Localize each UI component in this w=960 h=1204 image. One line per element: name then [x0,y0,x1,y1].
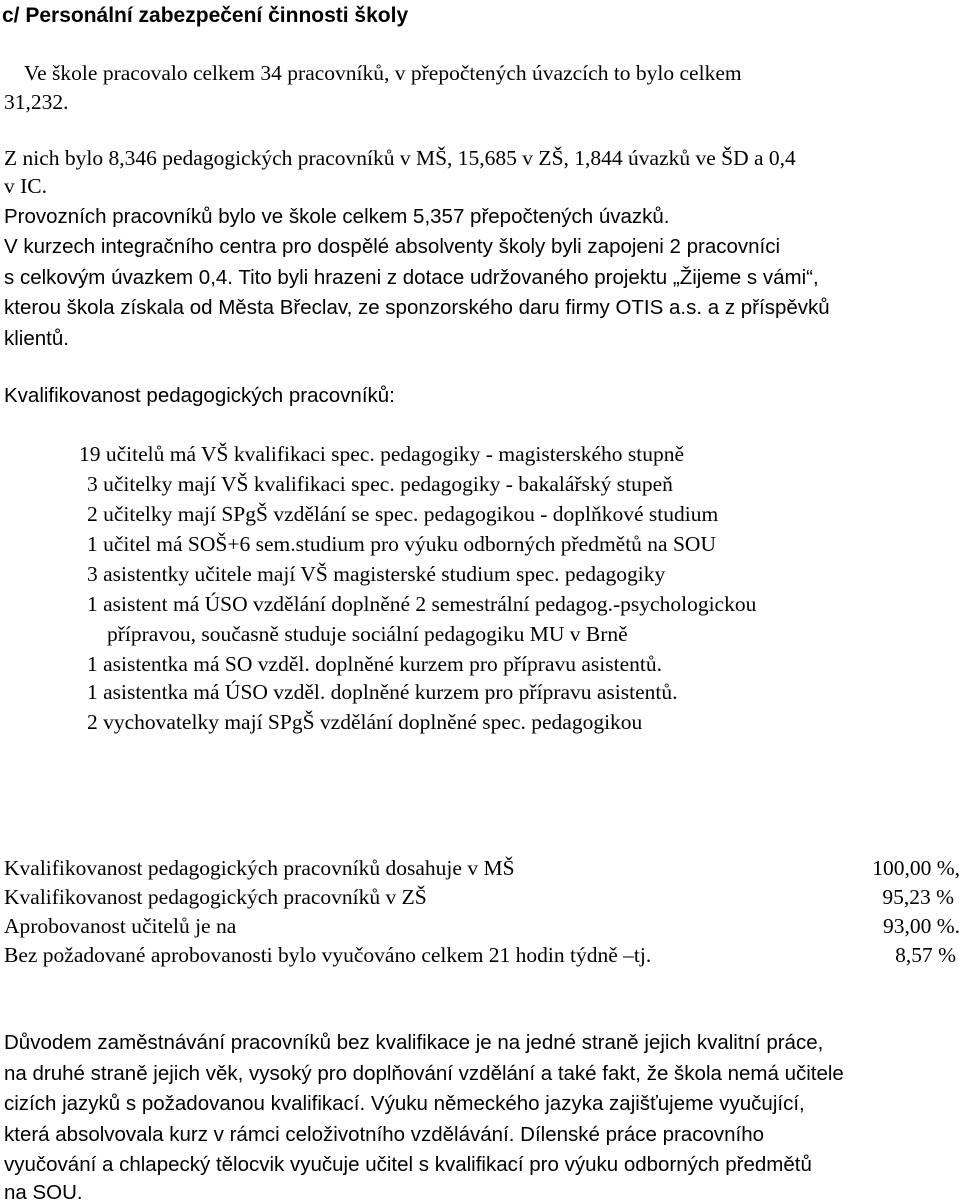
list-item: 2 učitelky mají SPgŠ vzdělání se spec. pedagogikou - doplňkové studium [87,502,719,526]
list-item: 1 učitel má SOŠ+6 sem.studium pro výuku odborných předmětů na SOU [87,532,716,556]
intro-line: V kurzech integračního centra pro dospělé absolventy školy byli zapojeni 2 pracovníci [4,235,781,258]
list-item: 3 učitelky mají VŠ kvalifikaci spec. pedagogiky - bakalářský stupeň [87,472,673,496]
qualification-heading: Kvalifikovanost pedagogických pracovníků: [4,384,395,407]
list-item: přípravou, současně studuje sociální pedagogiku MU v Brně [107,622,628,646]
section-heading: c/ Personální zabezpečení činnosti školy [2,4,409,27]
list-item: 1 asistent má ÚSO vzdělání doplněné 2 semestrální pedagog.-psychologickou [87,592,757,616]
list-item: 1 asistentka má ÚSO vzděl. doplněné kurzem pro přípravu asistentů. [87,680,678,704]
intro-line: klientů. [4,327,69,350]
stat-label: Aprobovanost učitelů je na [4,914,237,938]
reason-line: vyučování a chlapecký tělocvik vyučuje učitel s kvalifikací pro výuku odborných předmětů [4,1153,812,1176]
reason-line: na SOU. [4,1181,83,1204]
list-item: 3 asistentky učitele mají VŠ magisterské studium spec. pedagogiky [87,562,666,586]
reason-line: cizích jazyků s požadovanou kvalifikací. Výuku německého jazyka zajišťujeme vyučující, [4,1092,805,1115]
intro-line: Provozních pracovníků bylo ve škole celkem 5,357 přepočtených úvazků. [4,205,670,228]
list-item: 1 asistentka má SO vzděl. doplněné kurzem pro přípravu asistentů. [87,652,662,676]
stat-value: 100,00 %, [872,856,960,880]
reason-line: Důvodem zaměstnávání pracovníků bez kvalifikace je na jedné straně jejich kvalitní práce, [4,1031,824,1054]
intro-line: Z nich bylo 8,346 pedagogických pracovníků v MŠ, 15,685 v ZŠ, 1,844 úvazků ve ŠD a 0,4 [4,146,796,170]
intro-line: kterou škola získala od Města Břeclav, ze sponzorského daru firmy OTIS a.s. a z příspěvků [4,296,830,319]
stat-value: 8,57 % [895,943,956,967]
stat-label: Kvalifikovanost pedagogických pracovníků dosahuje v MŠ [4,856,515,880]
reason-line: na druhé straně jejich věk, vysoký pro doplňování vzdělání a také fakt, že škola nemá učitele [4,1062,844,1085]
list-item: 19 učitelů má VŠ kvalifikaci spec. pedagogiky - magisterského stupně [79,442,685,466]
reason-line: která absolvovala kurz v rámci celoživotního vzdělávání. Dílenské práce pracovního [4,1123,765,1146]
stat-label: Bez požadované aprobovanosti bylo vyučováno celkem 21 hodin týdně –tj. [4,943,652,967]
list-item: 2 vychovatelky mají SPgŠ vzdělání doplněné spec. pedagogikou [87,710,643,734]
intro-line: v IC. [4,174,47,198]
stat-value: 93,00 %. [882,914,960,938]
intro-line: 31,232. [4,90,69,114]
stat-value: 95,23 % [882,885,954,909]
stat-label: Kvalifikovanost pedagogických pracovníků v ZŠ [4,885,427,909]
intro-line: Ve škole pracovalo celkem 34 pracovníků, v přepočtených úvazcích to bylo celkem [24,61,742,85]
intro-line: s celkovým úvazkem 0,4. Tito byli hrazeni z dotace udržovaného projektu „Žijeme s vámi“, [4,266,819,289]
